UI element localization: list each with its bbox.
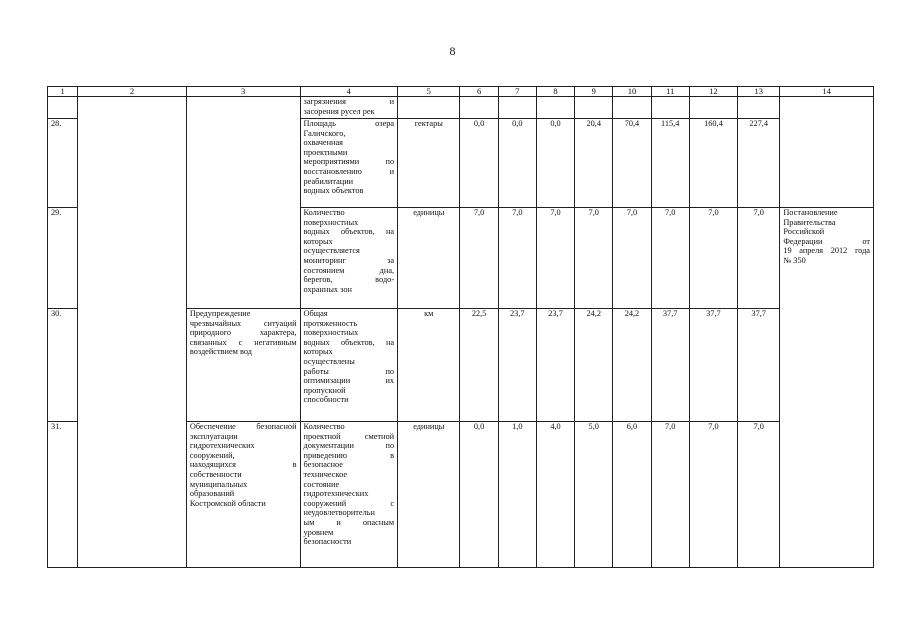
- text-line: неудовлетворительн: [303, 508, 375, 518]
- text-line: уровнем: [303, 527, 334, 537]
- col2-merged-cell: [78, 97, 187, 568]
- text-line: природного характера,: [189, 328, 297, 338]
- text-line: документации по: [303, 441, 395, 451]
- header-col-4: 4: [300, 87, 398, 97]
- indicator-cell: [300, 119, 398, 208]
- text-line: Предупреждение: [189, 309, 251, 318]
- text-line: состояние: [303, 479, 340, 489]
- text-line: засорения русел рек: [303, 106, 375, 116]
- header-col-3: 3: [186, 87, 300, 97]
- row-number-cell: [48, 97, 78, 119]
- text-line: техническое: [303, 469, 348, 479]
- column-number-header-row: [48, 87, 874, 97]
- text-line: безопасное: [303, 460, 343, 470]
- text-line: образований: [189, 489, 235, 499]
- text-line: 19 апреля 2012 года: [783, 246, 870, 256]
- value-cell: 0,0: [536, 119, 574, 208]
- value-cell: 0,0: [460, 119, 498, 208]
- value-cell: 160,4: [689, 119, 737, 208]
- header-col-6: 6: [460, 87, 498, 97]
- row-number: 28.: [48, 119, 78, 208]
- text-line: связанных с негативным: [189, 337, 297, 347]
- row-number: 30.: [48, 309, 78, 422]
- measure-cell-empty: [186, 97, 300, 309]
- text-line: поверхностных: [303, 328, 359, 338]
- text-line: Постановление: [783, 208, 838, 217]
- text-line: осуществлены: [303, 356, 355, 366]
- header-col-10: 10: [613, 87, 651, 97]
- value-cell: 7,0: [651, 208, 689, 309]
- text-line: безопасности: [303, 537, 352, 547]
- text-line: сооружений,: [189, 450, 235, 460]
- text-line: способности: [303, 395, 349, 405]
- page-number: 8: [449, 44, 456, 58]
- value-cell: 20,4: [575, 119, 613, 208]
- value-cell: 7,0: [689, 208, 737, 309]
- value-cell: [738, 97, 780, 119]
- source-cell: [780, 208, 874, 568]
- text-line: пропускной: [303, 385, 346, 395]
- header-col-12: 12: [689, 87, 737, 97]
- text-line: мониторинг за: [303, 255, 395, 265]
- value-cell: 7,0: [738, 208, 780, 309]
- text-line: реабилитации: [303, 176, 354, 186]
- value-cell: 24,2: [613, 309, 651, 422]
- value-cell: 7,0: [689, 422, 737, 568]
- value-cell: 22,5: [460, 309, 498, 422]
- value-cell: 70,4: [613, 119, 651, 208]
- indicator-cell: [300, 309, 398, 422]
- value-cell: 0,0: [460, 422, 498, 568]
- text-line: проектной сметной: [303, 431, 395, 441]
- text-line: Галичского,: [303, 128, 346, 138]
- table-row-continuation: [48, 97, 874, 119]
- text-line: Российской: [783, 227, 825, 237]
- value-cell: 1,0: [498, 422, 536, 568]
- value-cell: 37,7: [651, 309, 689, 422]
- value-cell: 0,0: [498, 119, 536, 208]
- value-cell: [651, 97, 689, 119]
- row-number: 29.: [48, 208, 78, 309]
- text-line: водных объектов, на: [303, 337, 395, 347]
- unit-cell: км: [398, 309, 460, 422]
- value-cell: 5,0: [575, 422, 613, 568]
- header-col-13: 13: [738, 87, 780, 97]
- measure-cell: [186, 422, 300, 568]
- text-line: гидротехнических: [189, 441, 255, 451]
- text-line: муниципальных: [189, 479, 248, 489]
- value-cell: [536, 97, 574, 119]
- text-line: Площадь озера: [303, 119, 395, 128]
- text-line: собственности: [189, 469, 242, 479]
- text-line: Количество: [303, 208, 345, 217]
- text-line: мероприятиями по: [303, 157, 395, 167]
- text-line: осуществляется: [303, 246, 360, 256]
- value-cell: 23,7: [536, 309, 574, 422]
- text-line: охранных зон: [303, 284, 352, 294]
- header-col-2: 2: [78, 87, 187, 97]
- value-cell: 6,0: [613, 422, 651, 568]
- indicator-cell: [300, 422, 398, 568]
- value-cell: 37,7: [689, 309, 737, 422]
- text-line: поверхностных: [303, 217, 359, 227]
- unit-cell: единицы: [398, 208, 460, 309]
- header-col-5: 5: [398, 87, 460, 97]
- text-line: которых: [303, 236, 333, 246]
- text-line: охваченная: [303, 138, 343, 148]
- text-line: берегов, водо-: [303, 275, 395, 285]
- text-line: водных объектов, на: [303, 227, 395, 237]
- value-cell: 7,0: [613, 208, 651, 309]
- value-cell: 23,7: [498, 309, 536, 422]
- source-cell-empty: [780, 97, 874, 208]
- value-cell: 7,0: [738, 422, 780, 568]
- text-line: эксплуатации: [189, 431, 238, 441]
- text-line: чрезвычайных ситуаций: [189, 318, 297, 328]
- text-line: работы по: [303, 366, 395, 376]
- text-line: проектными: [303, 147, 348, 157]
- text-line: Федерации от: [783, 236, 870, 246]
- value-cell: [689, 97, 737, 119]
- value-cell: 7,0: [460, 208, 498, 309]
- value-cell: 227,4: [738, 119, 780, 208]
- text-line: загрязнения и: [303, 97, 395, 106]
- header-col-11: 11: [651, 87, 689, 97]
- value-cell: 7,0: [536, 208, 574, 309]
- text-line: восстановлению и: [303, 166, 395, 176]
- text-line: ым и опасным: [303, 517, 395, 527]
- text-line: состоянием дна,: [303, 265, 395, 275]
- text-line: Правительства: [783, 217, 836, 227]
- text-line: протяженность: [303, 318, 358, 328]
- text-line: находящихся в: [189, 460, 297, 470]
- text-line: Обеспечение безопасной: [189, 422, 297, 431]
- text-line: Количество: [303, 422, 345, 431]
- header-col-7: 7: [498, 87, 536, 97]
- text-line: № 350: [783, 255, 806, 265]
- unit-cell: гектары: [398, 119, 460, 208]
- value-cell: 37,7: [738, 309, 780, 422]
- value-cell: [613, 97, 651, 119]
- value-cell: [498, 97, 536, 119]
- value-cell: 7,0: [575, 208, 613, 309]
- text-line: оптимизации их: [303, 376, 395, 386]
- header-col-14: 14: [780, 87, 874, 97]
- value-cell: 115,4: [651, 119, 689, 208]
- value-cell: 24,2: [575, 309, 613, 422]
- unit-cell: [398, 97, 460, 119]
- text-line: сооружений с: [303, 498, 395, 508]
- indicator-cell: [300, 208, 398, 309]
- header-col-1: 1: [48, 87, 78, 97]
- value-cell: 7,0: [651, 422, 689, 568]
- text-line: водных объектов: [303, 186, 364, 196]
- text-line: приведению в: [303, 450, 395, 460]
- value-cell: [575, 97, 613, 119]
- indicator-cell: [300, 97, 398, 119]
- text-line: Костромской области: [189, 498, 266, 508]
- text-line: воздействием вод: [189, 347, 252, 357]
- text-line: гидротехнических: [303, 489, 369, 499]
- value-cell: [460, 97, 498, 119]
- header-col-8: 8: [536, 87, 574, 97]
- text-line: Общая: [303, 309, 328, 318]
- indicators-table: [47, 86, 874, 568]
- measure-cell: [186, 309, 300, 422]
- value-cell: 7,0: [498, 208, 536, 309]
- text-line: которых: [303, 347, 333, 357]
- header-col-9: 9: [575, 87, 613, 97]
- unit-cell: единицы: [398, 422, 460, 568]
- value-cell: 4,0: [536, 422, 574, 568]
- row-number: 31.: [48, 422, 78, 568]
